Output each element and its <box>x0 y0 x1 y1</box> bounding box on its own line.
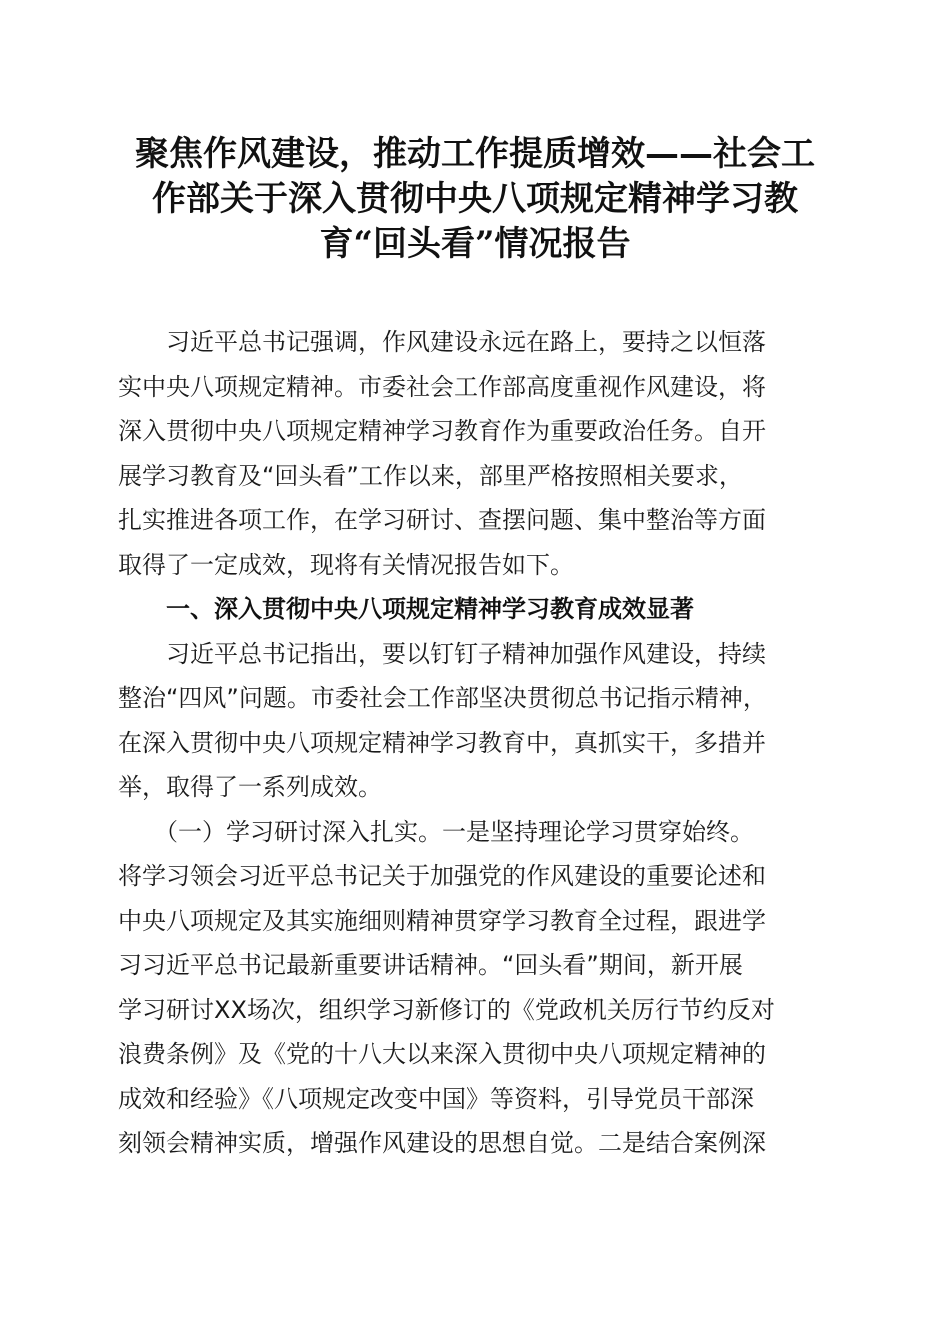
body-line: 深入贯彻中央八项规定精神学习教育作为重要政治任务。自开 <box>118 417 766 445</box>
body-line: 刻领会精神实质，增强作风建设的思想自觉。二是结合案例深 <box>118 1129 766 1157</box>
body-line: 习近平总书记强调，作风建设永远在路上，要持之以恒落 <box>118 328 766 356</box>
body-line: 将学习领会习近平总书记关于加强党的作风建设的重要论述和 <box>118 862 766 890</box>
section-heading: 一、深入贯彻中央八项规定精神学习教育成效显著 <box>118 595 694 623</box>
body-line: 实中央八项规定精神。市委社会工作部高度重视作风建设，将 <box>118 372 766 401</box>
title-line: 作部关于深入贯彻中央八项规定精神学习教 <box>152 179 798 219</box>
body-line: 学习研讨XX场次，组织学习新修订的《党政机关厉行节约反对 <box>118 995 775 1024</box>
body-line: 浪费条例》及《党的十八大以来深入贯彻中央八项规定精神的 <box>118 1040 766 1068</box>
body-line: 成效和经验》《八项规定改变中国》等资料，引导党员干部深 <box>118 1084 754 1113</box>
body-line: 扎实推进各项工作，在学习研讨、查摆问题、集中整治等方面 <box>118 506 766 534</box>
body-line: 取得了一定成效，现将有关情况报告如下。 <box>118 550 574 579</box>
document-body <box>118 320 838 1166</box>
title-line: 育“回头看”情况报告 <box>319 224 631 264</box>
body-line: 习近平总书记指出，要以钉钉子精神加强作风建设，持续 <box>118 639 766 668</box>
body-line: 中央八项规定及其实施细则精神贯穿学习教育全过程，跟进学 <box>118 906 766 935</box>
title-line: 聚焦作风建设，推动工作提质增效——社会工 <box>135 134 815 174</box>
body-line: （一）学习研讨深入扎实。一是坚持理论学习贯穿始终。 <box>118 817 754 846</box>
document-title <box>118 132 832 267</box>
body-line: 整治“四风”问题。市委社会工作部坚决贯彻总书记指示精神， <box>118 684 767 712</box>
body-line: 在深入贯彻中央八项规定精神学习教育中，真抓实干，多措并 <box>118 728 766 757</box>
body-line: 习习近平总书记最新重要讲话精神。“回头看”期间，新开展 <box>118 951 743 979</box>
body-line: 举，取得了一系列成效。 <box>118 773 382 801</box>
body-line: 展学习教育及“回头看”工作以来，部里严格按照相关要求， <box>118 461 743 490</box>
